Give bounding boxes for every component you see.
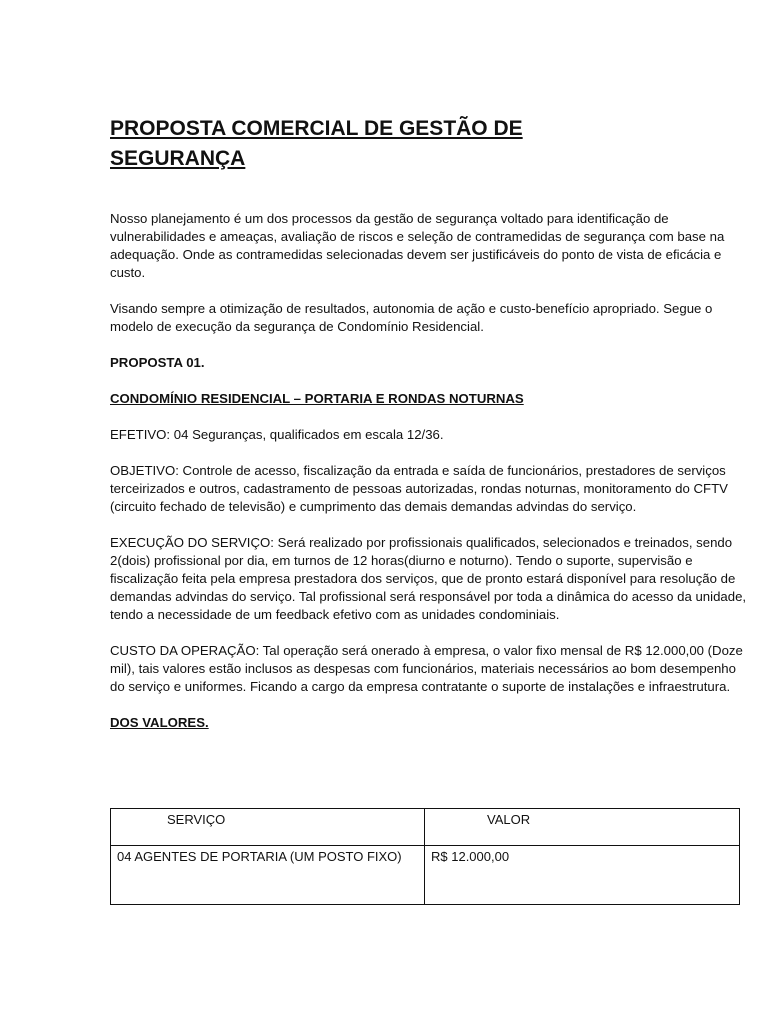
values-table xyxy=(110,808,740,905)
header-valor-label: VALOR xyxy=(487,812,531,827)
cell-servico-text: 04 AGENTES DE PORTARIA (UM POSTO FIXO) xyxy=(117,849,402,864)
cell-servico xyxy=(111,846,425,905)
custo-text: Tal operação será onerado à empresa, o valor fixo mensal de R$ 12.000,00 (Doze mil), tais valores estão inclusos as despesas com funcionários, materiais necessários ao bom desempenho do serviço e uniformes. Ficando a cargo da empresa contratante o suporte de instalações e infraestrutura. xyxy=(110,643,743,694)
execucao-paragraph xyxy=(110,534,750,624)
efetivo-label: EFETIVO: xyxy=(110,427,171,442)
valores-heading: DOS VALORES. xyxy=(110,715,209,730)
intro-paragraph-2: Visando sempre a otimização de resultados, autonomia de ação e custo-benefício apropriado. Segue o modelo de execução da segurança de Condomínio Residencial. xyxy=(110,301,713,334)
objetivo-paragraph xyxy=(110,462,750,516)
cell-valor xyxy=(425,846,740,905)
custo-paragraph xyxy=(110,642,750,696)
execucao-label: EXECUÇÃO DO SERVIÇO: xyxy=(110,535,274,550)
section-heading: CONDOMÍNIO RESIDENCIAL – PORTARIA E RONDAS NOTURNAS xyxy=(110,391,524,406)
proposal-label: PROPOSTA 01. xyxy=(110,355,205,370)
table-header-row xyxy=(111,809,740,846)
header-servico xyxy=(111,809,425,846)
header-valor xyxy=(425,809,740,846)
execucao-text: Será realizado por profissionais qualificados, selecionados e treinados, sendo 2(dois) profissional por dia, em turnos de 12 horas(diurno e noturno). Tendo o suporte, supervisão e fiscalização feita pela empresa prestadora dos serviços, que de pronto estará disponível para resolução de demandas advindas do serviço. Tal profissional será responsável por toda a dinâmica do acesso da unidade, tendo a necessidade de um feedback efetivo com as unidades condominiais. xyxy=(110,535,747,622)
custo-label: CUSTO DA OPERAÇÃO: xyxy=(110,643,260,658)
objetivo-label: OBJETIVO: xyxy=(110,463,179,478)
intro-paragraph-1: Nosso planejamento é um dos processos da gestão de segurança voltado para identificação de vulnerabilidades e ameaças, avaliação de riscos e seleção de contramedidas de segurança com base na adequação. Onde as contramedidas selecionadas devem ser justificáveis do ponto de vista de eficácia e custo. xyxy=(110,211,725,280)
efetivo-paragraph xyxy=(110,426,750,444)
objetivo-text: Controle de acesso, fiscalização da entrada e saída de funcionários, prestadores de serviços terceirizados e outros, cadastramento de pessoas autorizadas, rondas noturnas, monitoramento do CFTV (circuito fechado de televisão) e cumprimento das demais demandas advindas do serviço. xyxy=(110,463,728,514)
document-body xyxy=(110,114,750,732)
document-title: PROPOSTA COMERCIAL DE GESTÃO DE SEGURANÇA xyxy=(110,117,523,170)
efetivo-text: 04 Seguranças, qualificados em escala 12/36. xyxy=(170,427,444,442)
cell-valor-text: R$ 12.000,00 xyxy=(431,849,510,864)
table-row xyxy=(111,846,740,905)
header-servico-label: SERVIÇO xyxy=(167,812,226,827)
